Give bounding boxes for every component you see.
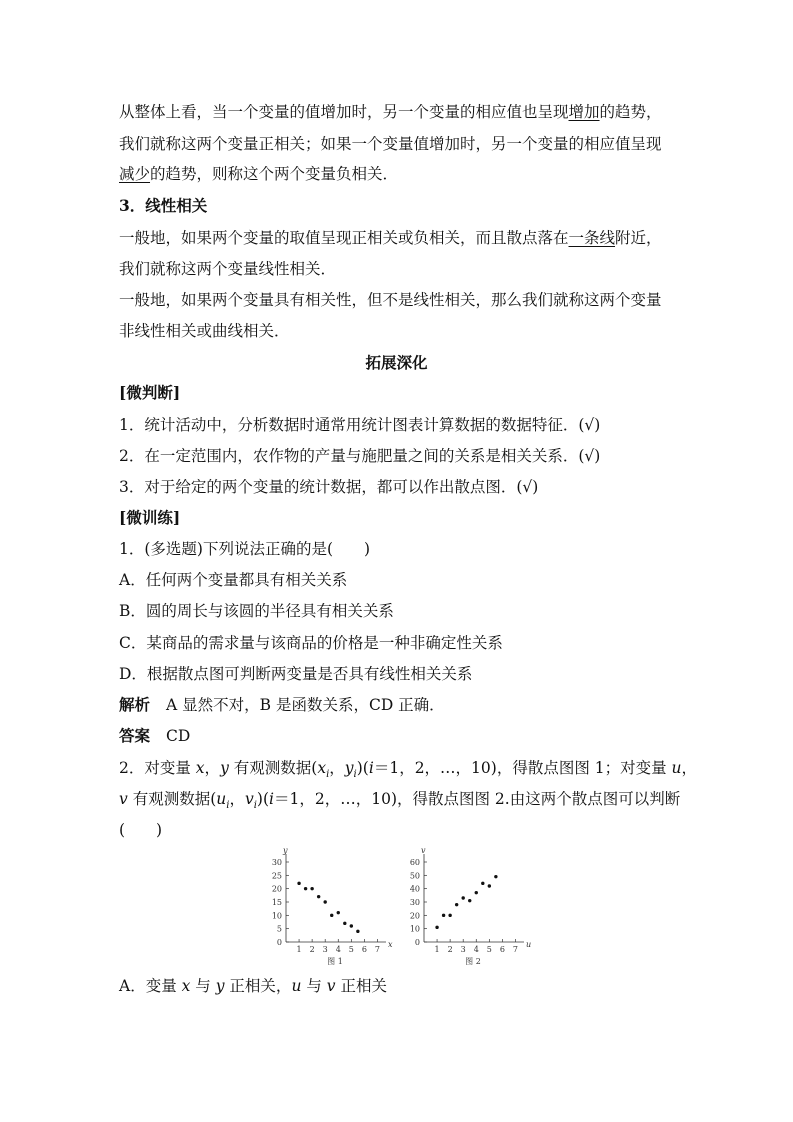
y-axis-label: v xyxy=(421,846,426,855)
data-point xyxy=(337,911,340,914)
option-d: D．根据散点图可判断两变量是否具有线性相关关系 xyxy=(119,665,473,683)
answer-text: CD xyxy=(166,727,191,745)
practice-heading: [微训练] xyxy=(119,508,181,527)
data-point xyxy=(350,924,353,927)
x-tick-label: 5 xyxy=(486,945,492,954)
answer xyxy=(119,726,190,746)
y-tick-label: 30 xyxy=(409,898,420,907)
blank-answer: 增加 xyxy=(568,103,600,121)
data-point xyxy=(494,875,497,878)
x-tick-label: 6 xyxy=(361,945,367,954)
data-point xyxy=(297,882,300,885)
option-c: C．某商品的需求量与该商品的价格是一种非确定性关系 xyxy=(119,634,503,652)
option-a: A．变量 x 与 y 正相关，u 与 v 正相关 xyxy=(119,977,387,995)
judge-item: 2．在一定范围内，农作物的产量与施肥量之间的关系是相关关系．(√) xyxy=(119,447,601,465)
data-point xyxy=(356,930,359,933)
data-point xyxy=(330,914,333,917)
y-tick-label: 20 xyxy=(409,911,420,921)
analysis xyxy=(119,695,445,715)
data-point xyxy=(468,899,471,902)
paragraph-line: 非线性相关或曲线相关． xyxy=(119,322,290,340)
data-point xyxy=(448,914,451,917)
x-tick-label: 6 xyxy=(499,945,505,954)
y-tick-label: 0 xyxy=(276,938,282,947)
answer-label: 答案 xyxy=(119,726,151,745)
data-point xyxy=(310,887,313,890)
scatter-chart-2 xyxy=(400,846,530,968)
y-tick-label: 60 xyxy=(409,858,420,867)
judge-item: 1．统计活动中，分析数据时通常用统计图表计算数据的数据特征．(√) xyxy=(119,416,601,434)
chart-caption: 图 1 xyxy=(327,957,343,966)
x-tick-label: 4 xyxy=(335,945,341,954)
x-tick-label: 5 xyxy=(348,945,354,954)
paragraph-line: 一般地，如果两个变量的取值呈现正相关或负相关，而且散点落在一条线附近， xyxy=(119,229,662,247)
scatter-chart-1 xyxy=(262,846,392,968)
blank-answer: 减少 xyxy=(119,165,151,183)
data-point xyxy=(304,887,307,890)
y-tick-label: 25 xyxy=(271,871,282,881)
x-tick-label: 2 xyxy=(447,945,453,954)
x-tick-label: 1 xyxy=(434,945,440,954)
y-tick-label: 15 xyxy=(271,898,282,907)
question-stem: v 有观测数据($u_i$，$v_i)(i=1$，2，…，10)，得散点图图 2.由这两个散点图可以判断 xyxy=(119,790,681,812)
x-tick-label: 7 xyxy=(374,945,381,954)
y-tick-label: 40 xyxy=(409,884,420,894)
y-tick-label: 10 xyxy=(271,911,282,921)
question-stem: 1．(多选题)下列说法正确的是( ) xyxy=(119,540,371,558)
y-axis-label: y xyxy=(283,846,288,855)
blank-answer: 一条线 xyxy=(568,229,616,247)
data-point xyxy=(455,903,458,906)
y-tick-label: 5 xyxy=(276,924,282,934)
x-tick-label: 2 xyxy=(309,945,315,954)
y-tick-label: 20 xyxy=(271,884,282,894)
section-heading: 3．线性相关 xyxy=(119,196,208,215)
analysis-label: 解析 xyxy=(119,695,151,714)
paragraph-line: 从整体上看，当一个变量的值增加时，另一个变量的相应值也呈现增加的趋势， xyxy=(119,103,662,121)
x-axis-label: x xyxy=(388,940,393,949)
y-tick-label: 10 xyxy=(409,924,420,934)
paragraph-line: 一般地，如果两个变量具有相关性，但不是线性相关，那么我们就称这两个变量 xyxy=(119,291,662,309)
data-point xyxy=(462,896,465,899)
x-tick-label: 3 xyxy=(460,945,466,954)
data-point xyxy=(343,922,346,925)
paragraph-line: 我们就称这两个变量线性相关． xyxy=(119,260,337,278)
y-tick-label: 50 xyxy=(409,871,420,881)
chart-caption: 图 2 xyxy=(465,957,481,966)
option-b: B．圆的周长与该圆的半径具有相关关系 xyxy=(119,602,394,620)
extension-title: 拓展深化 xyxy=(365,353,428,372)
paragraph-line: 减少的趋势，则称这个两个变量负相关． xyxy=(119,165,399,183)
judge-heading: [微判断] xyxy=(119,383,181,402)
data-point xyxy=(488,884,491,887)
y-tick-label: 0 xyxy=(414,938,420,947)
option-a: A．任何两个变量都具有相关关系 xyxy=(119,571,348,589)
question-stem: 2．对变量 x，y 有观测数据($x_i$，$y_i)(i=1$，2，…，10)，得散点图图 1；对变量 u， xyxy=(119,759,698,781)
x-tick-label: 4 xyxy=(473,945,479,954)
data-point xyxy=(317,895,320,898)
paragraph-line: 我们就称这两个变量正相关；如果一个变量值增加时，另一个变量的相应值呈现 xyxy=(119,135,662,153)
x-axis-label: u xyxy=(526,940,532,949)
y-tick-label: 30 xyxy=(271,858,282,867)
x-tick-label: 7 xyxy=(512,945,519,954)
data-point xyxy=(442,914,445,917)
data-point xyxy=(435,926,438,929)
answer-blank: ( ) xyxy=(119,821,163,839)
x-tick-label: 1 xyxy=(296,945,302,954)
data-point xyxy=(324,900,327,903)
judge-item: 3．对于给定的两个变量的统计数据，都可以作出散点图．(√) xyxy=(119,478,539,496)
data-point xyxy=(475,891,478,894)
analysis-text: A 显然不对，B 是函数关系，CD 正确． xyxy=(166,696,445,714)
x-tick-label: 3 xyxy=(322,945,328,954)
data-point xyxy=(481,882,484,885)
